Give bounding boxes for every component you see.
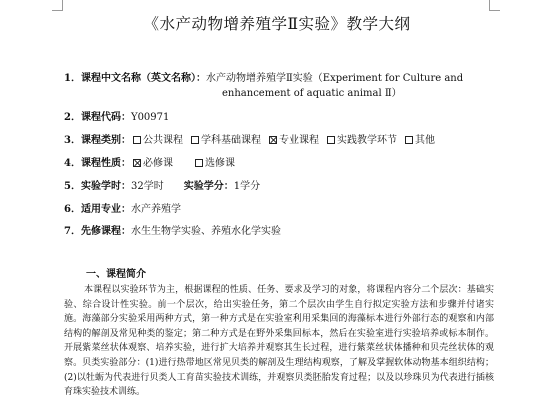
- checkbox-icon[interactable]: [191, 136, 199, 144]
- field-number: 4．: [64, 158, 81, 169]
- field-label: 先修课程: [80, 226, 121, 237]
- field-value-cont: enhancement of aquatic animal Ⅱ）: [222, 88, 402, 99]
- field-number: 7．: [64, 226, 81, 237]
- document-title: 《水产动物增养殖学Ⅱ实验》教学大纲: [143, 15, 411, 33]
- field-separator: ：: [120, 181, 131, 192]
- option-major-course[interactable]: 专业课程: [267, 135, 319, 146]
- checkbox-checked-icon[interactable]: [133, 159, 141, 167]
- field-course-nature: [64, 157, 241, 171]
- field-separator: ：: [120, 226, 131, 237]
- field-course-name-cont: [222, 87, 402, 101]
- checkbox-icon[interactable]: [405, 136, 413, 144]
- option-practice-course[interactable]: 实践教学环节: [325, 135, 397, 146]
- option-public-course[interactable]: 公共课程: [131, 135, 183, 146]
- field-separator: ：: [223, 181, 234, 192]
- section-paragraph: 本课程以实验环节为主，根据课程的性质、任务、要求及学习的对象，将课程内容分二个层次：基础实验、综合设计性实验。前一个层次，给出实验任务，第二个层次由学生自行拟定实验方法和步骤并付诸实施。海藻部分实验采用两种方式，第一种方式是在实验室利用采集回的海藻标本进行外部行态的观察和内部结构的解剖及常见种类的鉴定；第二种方式是在野外采集回标本，然后在实验室进行实验培养或标本制作。开展紫菜丝状体观察、培养实验，进行扩大培养并观察其生长过程，进行紫菜丝状体播种和贝壳丝状体的观察。贝类实验部分：(1)进行热带地区常见贝类的解剖及生理结构观察，了解及掌握软体动物基本组织结构；(2)以牡蛎为代表进行贝类人工育苗实验技术训练，并观察贝类胚胎发育过程；以及以珍珠贝为代表进行插核育珠实验技术训练。: [64, 285, 494, 398]
- field-number: 5．: [64, 181, 81, 192]
- field-separator: ：: [195, 73, 206, 84]
- field-prerequisites: [64, 225, 281, 239]
- field-label: 课程性质: [80, 158, 121, 169]
- field-label-credits: 实验学分: [183, 181, 224, 192]
- field-separator: ：: [120, 204, 131, 215]
- field-label: 课程代码: [80, 112, 121, 123]
- field-course-name: [64, 72, 463, 86]
- field-label: 课程类别: [80, 135, 121, 146]
- checkbox-icon[interactable]: [133, 136, 141, 144]
- checkbox-icon[interactable]: [327, 136, 335, 144]
- field-value-credits: 1学分: [233, 181, 261, 192]
- crop-mark-top-left: [52, 0, 63, 11]
- field-number: 1．: [64, 73, 81, 84]
- option-discipline-course[interactable]: 学科基础课程: [189, 135, 261, 146]
- field-label: 课程中文名称（英文名称）: [80, 73, 196, 84]
- field-number: 2．: [64, 112, 81, 123]
- field-separator: ：: [120, 112, 131, 123]
- field-number: 3．: [64, 135, 81, 146]
- field-separator: ：: [120, 158, 131, 169]
- field-major: [64, 203, 181, 217]
- field-label: 适用专业: [80, 204, 121, 215]
- checkbox-checked-icon[interactable]: [269, 136, 277, 144]
- field-label: 实验学时: [80, 181, 121, 192]
- field-separator: ：: [120, 135, 131, 146]
- field-value: 水产养殖学: [130, 204, 181, 215]
- checkbox-icon[interactable]: [195, 159, 203, 167]
- field-value: Y00971: [130, 112, 170, 123]
- crop-mark-top-right: [489, 0, 500, 11]
- field-value: 32学时: [130, 181, 164, 192]
- field-value: 水产动物增养殖学Ⅱ实验（Experiment for Culture and: [205, 73, 464, 84]
- field-lab-hours: [64, 180, 260, 194]
- field-number: 6．: [64, 204, 81, 215]
- field-course-code: [64, 111, 169, 125]
- field-value: 水生生物学实验、养殖水化学实验: [130, 226, 281, 237]
- section-heading: 一、课程简介: [86, 269, 146, 280]
- option-other[interactable]: 其他: [403, 135, 435, 146]
- option-required[interactable]: 必修课: [131, 158, 173, 169]
- field-course-category: [64, 134, 441, 148]
- option-elective[interactable]: 选修课: [193, 158, 235, 169]
